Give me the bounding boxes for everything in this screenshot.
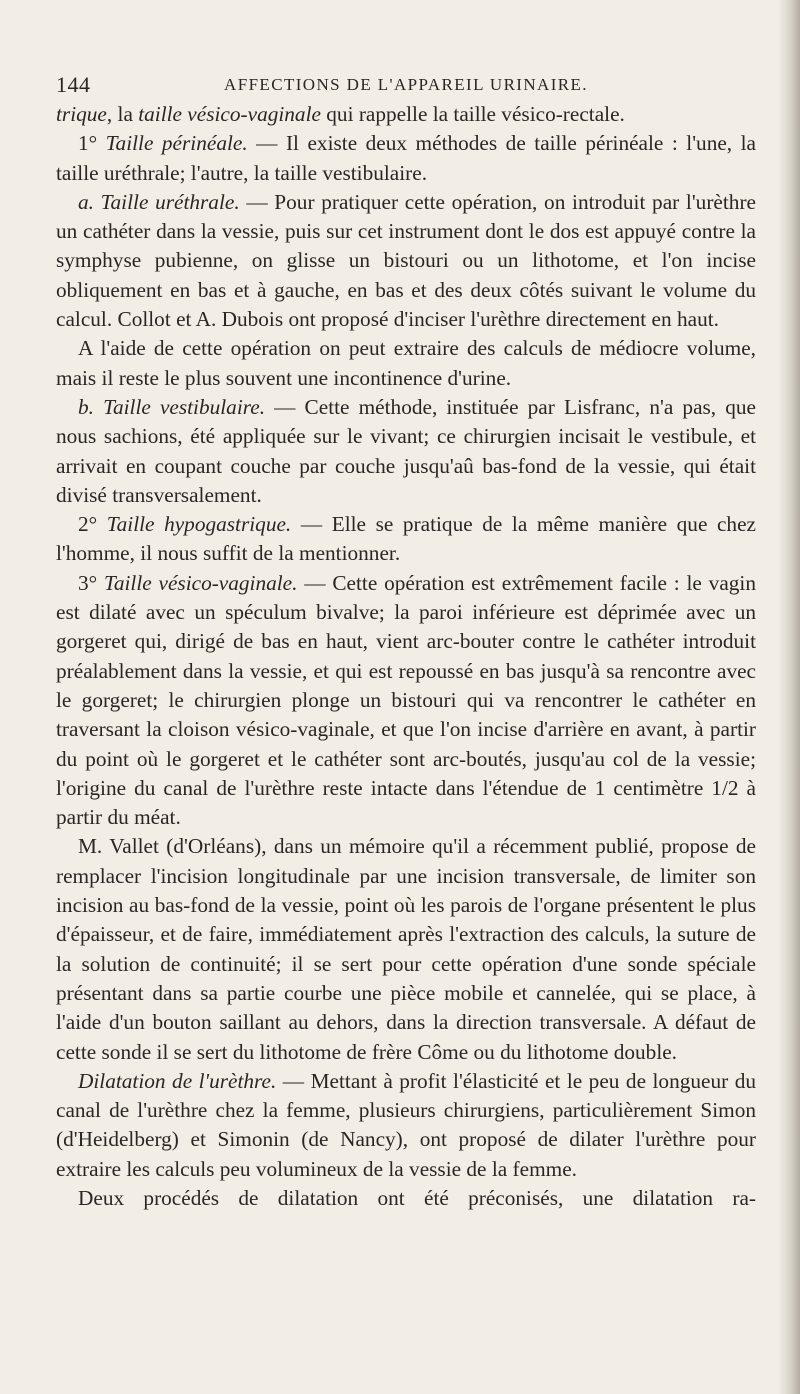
text-run: — Cette méthode, instituée par Lisfranc, n'a pas, que nous sachions, été appliquée sur le vivant; ce chirurgien incisait le vestibule, et arrivait en coupant couche par couche jusqu'aû bas-fond de la vessie, qui était divisé transversalement. — [56, 394, 756, 507]
paragraph — [56, 569, 756, 833]
italic-text: trique — [56, 102, 107, 126]
italic-text: a. Taille uréthrale. — [78, 189, 240, 214]
text-run: 3° — [78, 570, 104, 595]
paragraph — [56, 129, 756, 188]
text-run: — Il existe deux méthodes de taille périnéale : l'une, la taille uréthrale; l'autre, la taille vestibulaire. — [56, 131, 756, 185]
text-run: — Elle se pratique de la même manière que chez l'homme, il nous suffit de la mentionner. — [56, 512, 756, 566]
italic-text: Taille périnéale. — [105, 131, 248, 156]
italic-text: b. Taille vestibulaire. — [78, 394, 266, 419]
text-run: 1° — [78, 131, 106, 156]
running-head: AFFECTIONS DE L'APPAREIL URINAIRE. — [224, 75, 588, 94]
italic-text: Dilatation de l'urèthre. — [78, 1068, 277, 1093]
paragraph — [56, 1184, 756, 1213]
italic-text: Taille hypogastrique. — [106, 512, 292, 537]
paragraph — [56, 832, 756, 1066]
paragraph — [56, 510, 756, 569]
text-run: — Mettant à profit l'élasticité et le peu de longueur du canal de l'urèthre chez la femme, plusieurs chirurgiens, particulièrement Simon (d'Heidelberg) et Simonin (de Nancy), ont proposé de dilater l'urèthre pour extraire les calculs peu volumineux de la vessie de la femme. — [56, 1068, 756, 1181]
paragraph — [56, 188, 756, 334]
body-text — [56, 100, 756, 1213]
paragraph — [56, 100, 756, 129]
italic-text: taille vésico-vaginale — [138, 102, 321, 126]
paragraph — [56, 1067, 756, 1184]
text-run: — Pour pratiquer cette opération, on introduit par l'urèthre un cathéter dans la vessie, puis sur cet instrument dont le dos est appuyé contre la symphyse pubienne, on glisse un bistouri ou un lithotome, et l'on incise obliquement en bas et à gauche, en bas et des deux côtés suivant le volume du calcul. Collot et A. Dubois ont proposé d'inciser l'urèthre directement en haut. — [56, 189, 756, 332]
text-run: qui rappelle la taille vésico-rectale. — [320, 102, 625, 126]
text-run: 2° — [78, 512, 107, 537]
page-edge-shadow — [778, 0, 800, 1394]
text-run: Deux procédés de dilatation ont été préconisés, une dilatation ra- — [78, 1185, 756, 1210]
text-run: A l'aide de cette opération on peut extraire des calculs de médiocre volume, mais il reste le plus souvent une incontinence d'urine. — [56, 336, 756, 390]
text-run: , la — [106, 102, 139, 126]
paragraph — [56, 334, 756, 393]
page-number: 144 — [56, 72, 91, 97]
text-run: — Cette opération est extrêmement facile : le vagin est dilaté avec un spéculum bivalve; la paroi inférieure est déprimée avec un gorgeret qui, dirigé de bas en haut, vient arc-bouter contre le cathéter introduit préalablement dans la vessie, et qui est repoussé en bas jusqu'à sa rencontre avec le gorgeret; le chirurgien plonge un bistouri qui va rencontrer le cathéter en traversant la cloison vésico-vaginale, et que l'on incise d'arrière en avant, à partir du point où le gorgeret et le cathéter sont arc-boutés, jusqu'au col de la vessie; l'origine du canal de l'urèthre reste intacte dans l'étendue de 1 centimètre 1/2 à partir du méat. — [56, 570, 756, 830]
page-header — [56, 70, 756, 100]
text-run: M. Vallet (d'Orléans), dans un mémoire qu'il a récemment publié, propose de remplacer l'incision longitudinale par une incision transversale, de limiter son incision au bas-fond de la vessie, point où les parois de l'organe présentent le plus d'épaisseur, et de faire, immédiatement après l'extraction des calculs, la suture de la solution de continuité; il se sert pour cette opération d'une sonde spéciale présentant dans sa partie courbe une pièce mobile et cannelée, qui se place, à l'aide d'un bouton saillant au dehors, dans la direction transversale. A défaut de cette sonde il se sert du lithotome de frère Côme ou du lithotome double. — [56, 834, 756, 1064]
paragraph — [56, 393, 756, 510]
italic-text: Taille vésico-vaginale. — [103, 570, 298, 595]
